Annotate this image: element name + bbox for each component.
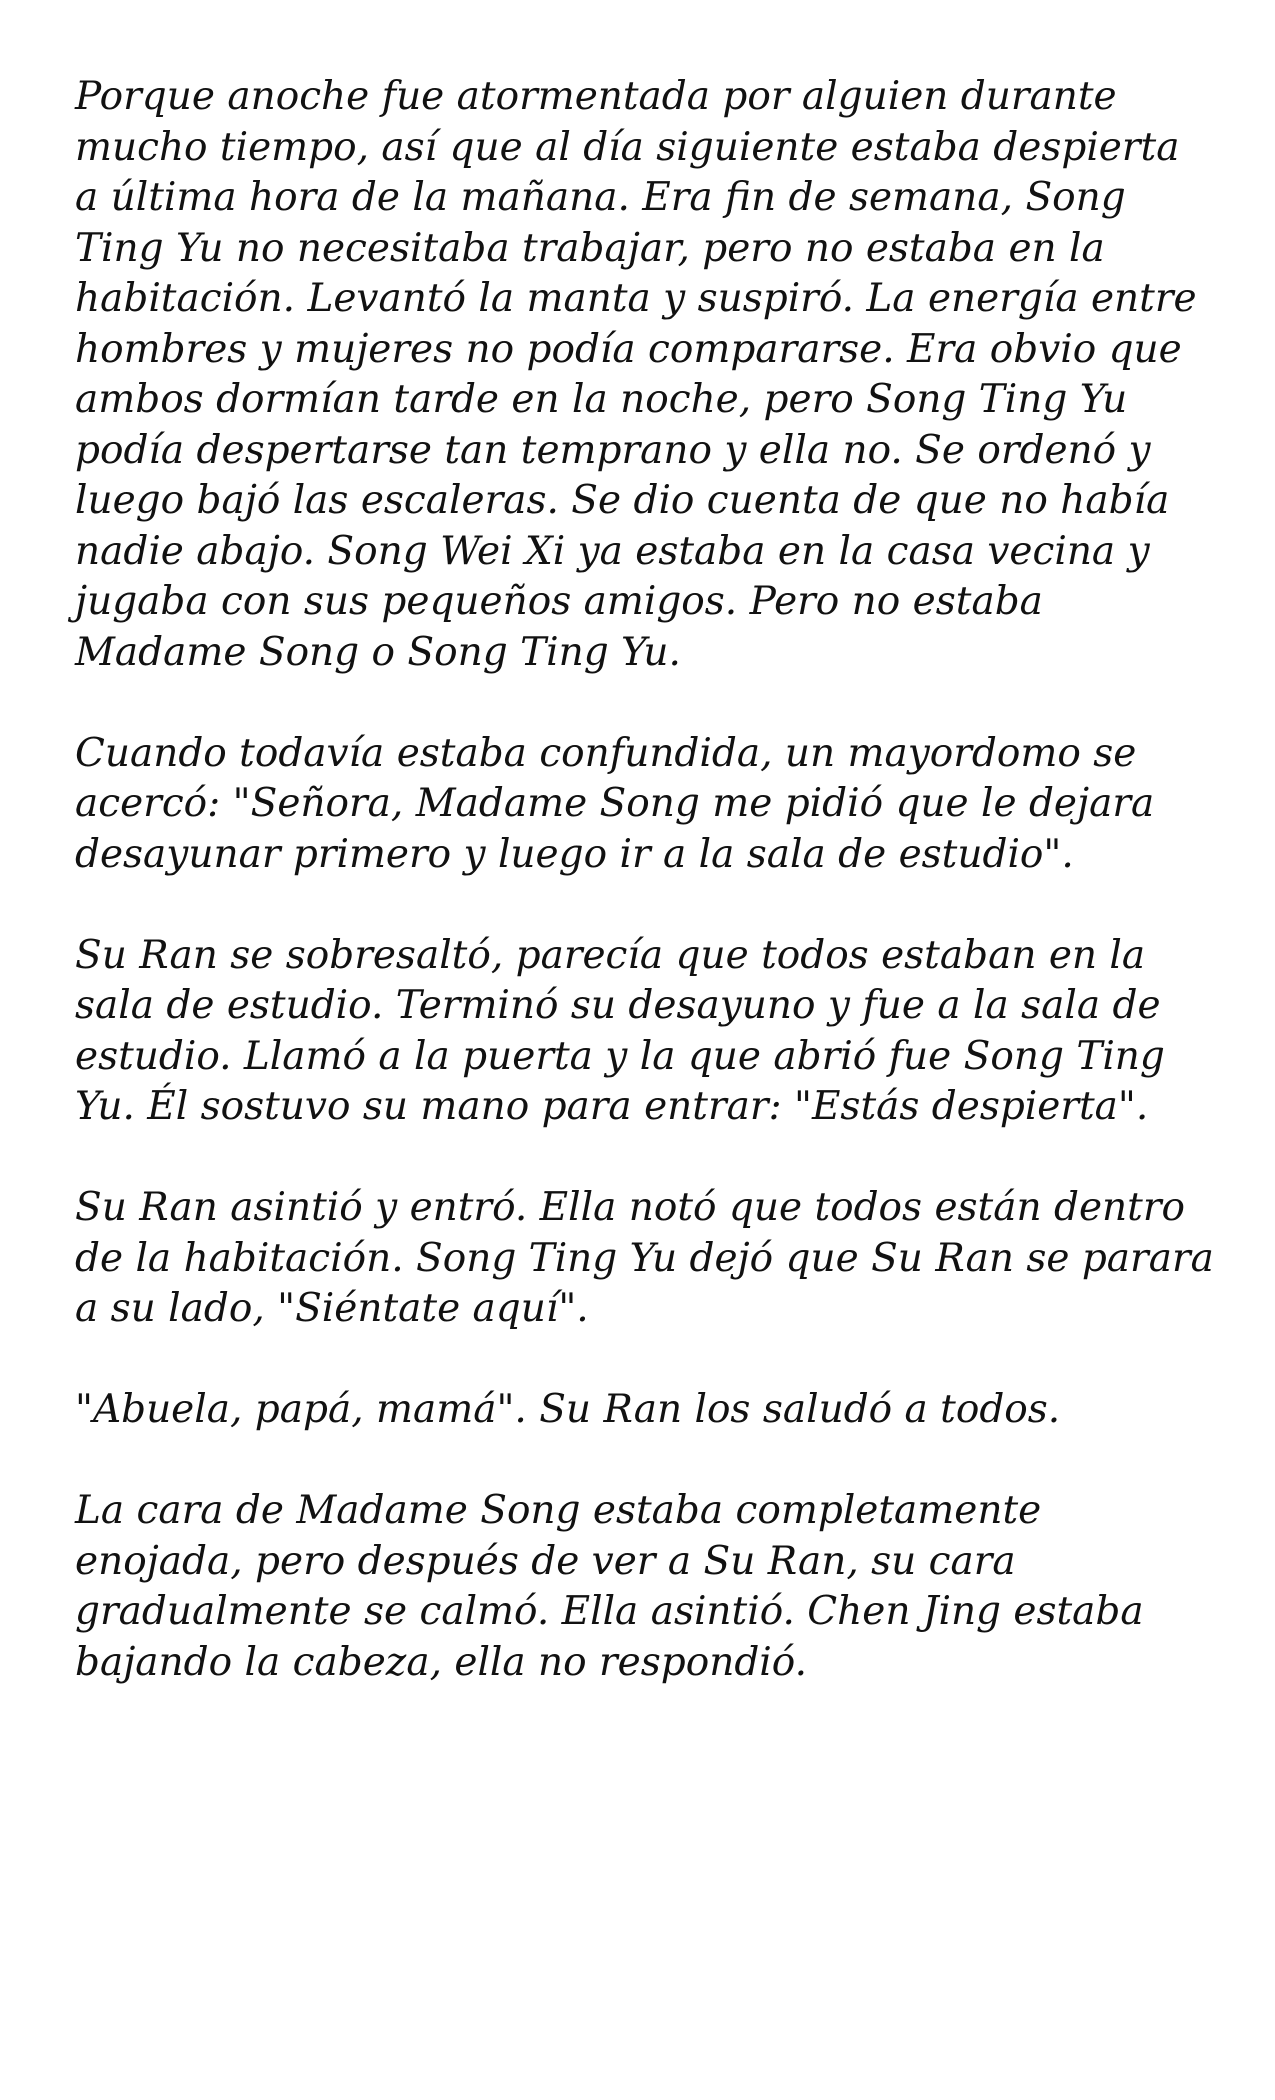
paragraph-5: "Abuela, papá, mamá". Su Ran los saludó a todos. bbox=[75, 1387, 1061, 1432]
paragraph-1: Porque anoche fue atormentada por alguien durante mucho tiempo, así que al día siguiente estaba despierta a última hora de la mañana. Era fin de semana, Song Ting Yu no necesitaba trabajar, pero no estaba en la habitación. Levantó la manta y suspiró. La energía entre hombres y mujeres no podía compararse. Era obvio que ambos dormían tarde en la noche, pero Song Ting Yu podía despertarse tan temprano y ella no. Se ordenó y luego bajó las escaleras. Se dio cuenta de que no había nadie abajo. Song Wei Xi ya estaba en la casa vecina y jugaba con sus pequeños amigos. Pero no estaba Madame Song o Song Ting Yu. bbox=[75, 74, 1197, 675]
paragraph-2: Cuando todavía estaba confundida, un mayordomo se acercó: "Señora, Madame Song me pidió que le dejara desayunar primero y luego ir a la sala de estudio". bbox=[75, 730, 1155, 877]
paragraph-3: Su Ran se sobresaltó, parecía que todos estaban en la sala de estudio. Terminó su desayuno y fue a la sala de estudio. Llamó a la puerta y la que abrió fue Song Ting Yu. Él sostuvo su mano para entrar: "Estás despierta". bbox=[75, 932, 1165, 1129]
paragraph-6: La cara de Madame Song estaba completamente enojada, pero después de ver a Su Ran, su cara gradualmente se calmó. Ella asintió. Chen Jing estaba bajando la cabeza, ella no respondió. bbox=[75, 1488, 1144, 1685]
paragraph-4: Su Ran asintió y entró. Ella notó que todos están dentro de la habitación. Song Ting Yu dejó que Su Ran se parara a su lado, "Siéntate aquí". bbox=[75, 1185, 1214, 1331]
document-page bbox=[75, 72, 1215, 1688]
